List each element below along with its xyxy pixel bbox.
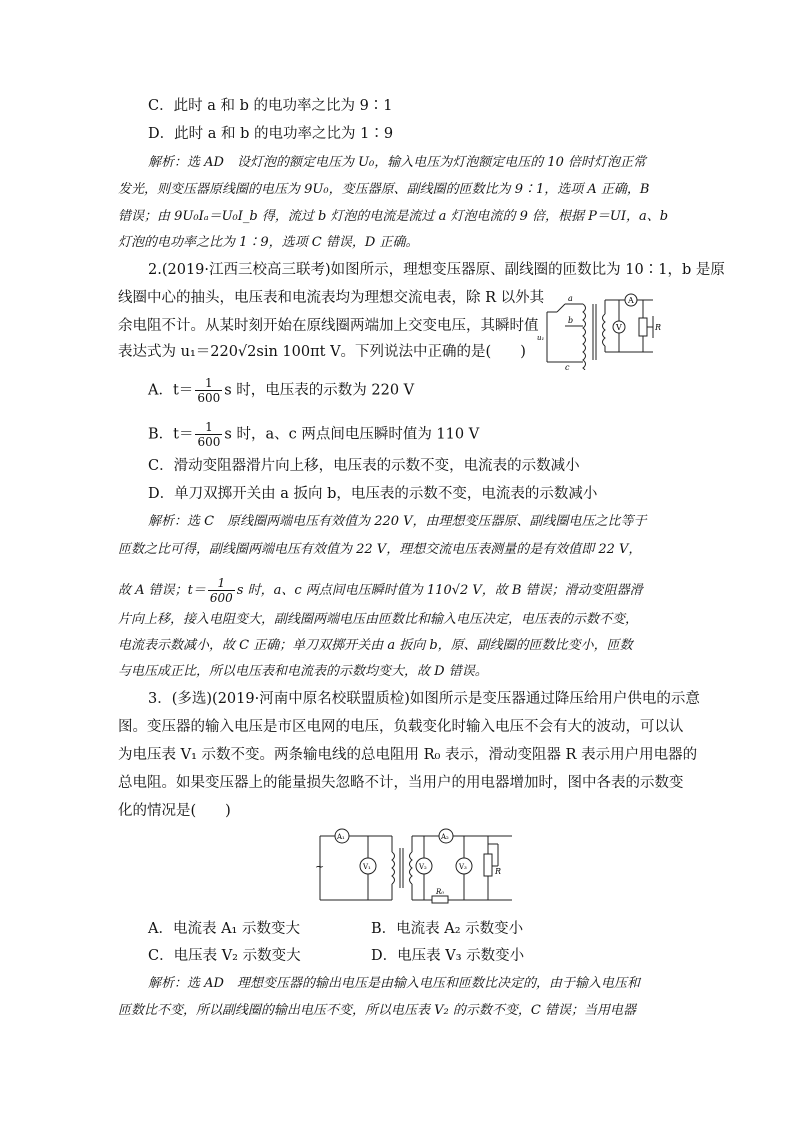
q2-solution-line-1: 解析：选 C 原线圈两端电压有效值为 220 V，由理想变压器原、副线圈电压之比等于: [148, 514, 647, 529]
q3-option-a: A．电流表 A₁ 示数变大: [148, 921, 300, 937]
q3-ammeter-a1-label: A₁: [337, 833, 345, 841]
q2-point-b-label: b: [568, 316, 574, 325]
q2-u1-label: u₁: [537, 334, 545, 342]
prev-solution-line-3: 错误；由 9U₀Iₐ＝U₀I_b 得，流过 b 灯泡的电流是流过 a 灯泡电流的 9 倍，根据 P＝UI，a、b: [118, 209, 669, 224]
q2-resistor-label: R: [655, 323, 662, 332]
q2-point-c-label: c: [565, 363, 570, 370]
q3-stem-line-1: 3．(多选)(2019·河南中原名校联盟质检)如图所示是变压器通过降压给用户供电的示意: [148, 691, 700, 707]
q3-ammeter-a2-label: A₂: [441, 833, 449, 841]
q2-solution-fraction: $\frac{1}{600}$: [209, 576, 233, 605]
q2-option-b-fraction: $\frac{1}{600}$: [197, 420, 221, 449]
q3-stem-line-3: 为电压表 V₁ 示数不变。两条输电线的总电阻用 R₀ 表示，滑动变阻器 R 表示用户用电器的: [118, 747, 698, 763]
q3-circuit-diagram: [312, 826, 522, 910]
q2-stem-line-2: 线圈中心的抽头，电压表和电流表均为理想交流电表，除 R 以外其: [118, 290, 545, 306]
q3-ac-source-icon: ~: [315, 860, 325, 873]
prev-option-d: D．此时 a 和 b 的电功率之比为 1∶9: [148, 126, 394, 142]
q2-voltmeter-label: V: [616, 323, 622, 332]
q3-option-b: B．电流表 A₂ 示数变小: [371, 921, 524, 937]
prev-option-c: C．此时 a 和 b 的电功率之比为 9∶1: [148, 98, 393, 114]
q2-circuit-diagram: [535, 290, 665, 370]
q3-option-d: D．电压表 V₃ 示数变小: [371, 948, 525, 964]
q2-solution-line-4: 片向上移，接入电阻变大，副线圈两端电压由匝数比和输入电压决定，电压表的示数不变，: [118, 612, 639, 627]
q3-voltmeter-v1-label: V₁: [363, 863, 371, 871]
q3-stem-line-2: 图。变压器的输入电压是市区电网的电压，负载变化时输入电压不会有大的波动，可以认: [118, 719, 684, 735]
q3-solution-line-1: 解析：选 AD 理想变压器的输出电压是由输入电压和匝数比决定的，由于输入电压和: [148, 976, 640, 991]
q3-stem-line-4: 总电阻。如果变压器上的能量损失忽略不计，当用户的用电器增加时，图中各表的示数变: [118, 775, 684, 791]
q2-option-a-fraction: $\frac{1}{600}$: [197, 376, 221, 405]
q3-r0-label: R₀: [436, 888, 445, 896]
q2-solution-line-3: 故 A 错误；t＝ $\frac{1}{600}$ s 时，a、c 两点间电压瞬时值为 110√2 V，故 B 错误；滑动变阻器滑: [118, 576, 643, 605]
prev-solution-line-4: 灯泡的电功率之比为 1∶9，选项 C 错误，D 正确。: [118, 235, 419, 250]
prev-solution-line-2: 发光，则变压器原线圈的电压为 9U₀，变压器原、副线圈的匝数比为 9∶1，选项 A 正确，B: [118, 182, 650, 197]
q2-option-d: D．单刀双掷开关由 a 扳向 b，电压表的示数不变，电流表的示数减小: [148, 486, 598, 502]
q3-voltmeter-v3-label: V₃: [459, 863, 467, 871]
q2-solution-line-2: 匝数之比可得，副线圈两端电压有效值为 22 V，理想交流电压表测量的是有效值即 22 V，: [118, 542, 642, 557]
q3-resistor-label: R: [495, 867, 502, 876]
prev-solution-line-1: 解析：选 AD 设灯泡的额定电压为 U₀，输入电压为灯泡额定电压的 10 倍时灯泡正常: [148, 155, 647, 170]
q2-option-a: A．t＝ $\frac{1}{600}$ s 时，电压表的示数为 220 V: [148, 376, 415, 405]
q2-ammeter-label: A: [628, 296, 634, 305]
q2-point-a-label: a: [568, 294, 573, 303]
q2-solution-line-6: 与电压成正比，所以电压表和电流表的示数均变大，故 D 错误。: [118, 664, 488, 679]
q2-stem-line-3: 余电阻不计。从某时刻开始在原线圈两端加上交变电压，其瞬时值: [118, 318, 539, 334]
q3-stem-line-5: 化的情况是( ): [118, 803, 231, 819]
q2-stem-line-4: 表达式为 u₁＝220√2sin 100πt V。下列说法中正确的是( ): [118, 344, 526, 360]
q2-stem-line-1: 2.(2019·江西三校高三联考)如图所示，理想变压器原、副线圈的匝数比为 10∶1，b 是原: [148, 262, 725, 278]
q3-voltmeter-v2-label: V₂: [419, 863, 427, 871]
q2-option-b: B．t＝ $\frac{1}{600}$ s 时，a、c 两点间电压瞬时值为 110 V: [148, 420, 480, 449]
q2-option-c: C．滑动变阻器滑片向上移，电压表的示数不变，电流表的示数减小: [148, 458, 580, 474]
q2-solution-line-5: 电流表示数减小，故 C 正确；单刀双掷开关由 a 扳向 b，原、副线圈的匝数比变小，匝数: [118, 638, 633, 653]
q3-solution-line-2: 匝数比不变，所以副线圈的输出电压不变，所以电压表 V₂ 的示数不变，C 错误；当用电器: [118, 1003, 636, 1018]
q3-option-c: C．电压表 V₂ 示数变大: [148, 948, 301, 964]
